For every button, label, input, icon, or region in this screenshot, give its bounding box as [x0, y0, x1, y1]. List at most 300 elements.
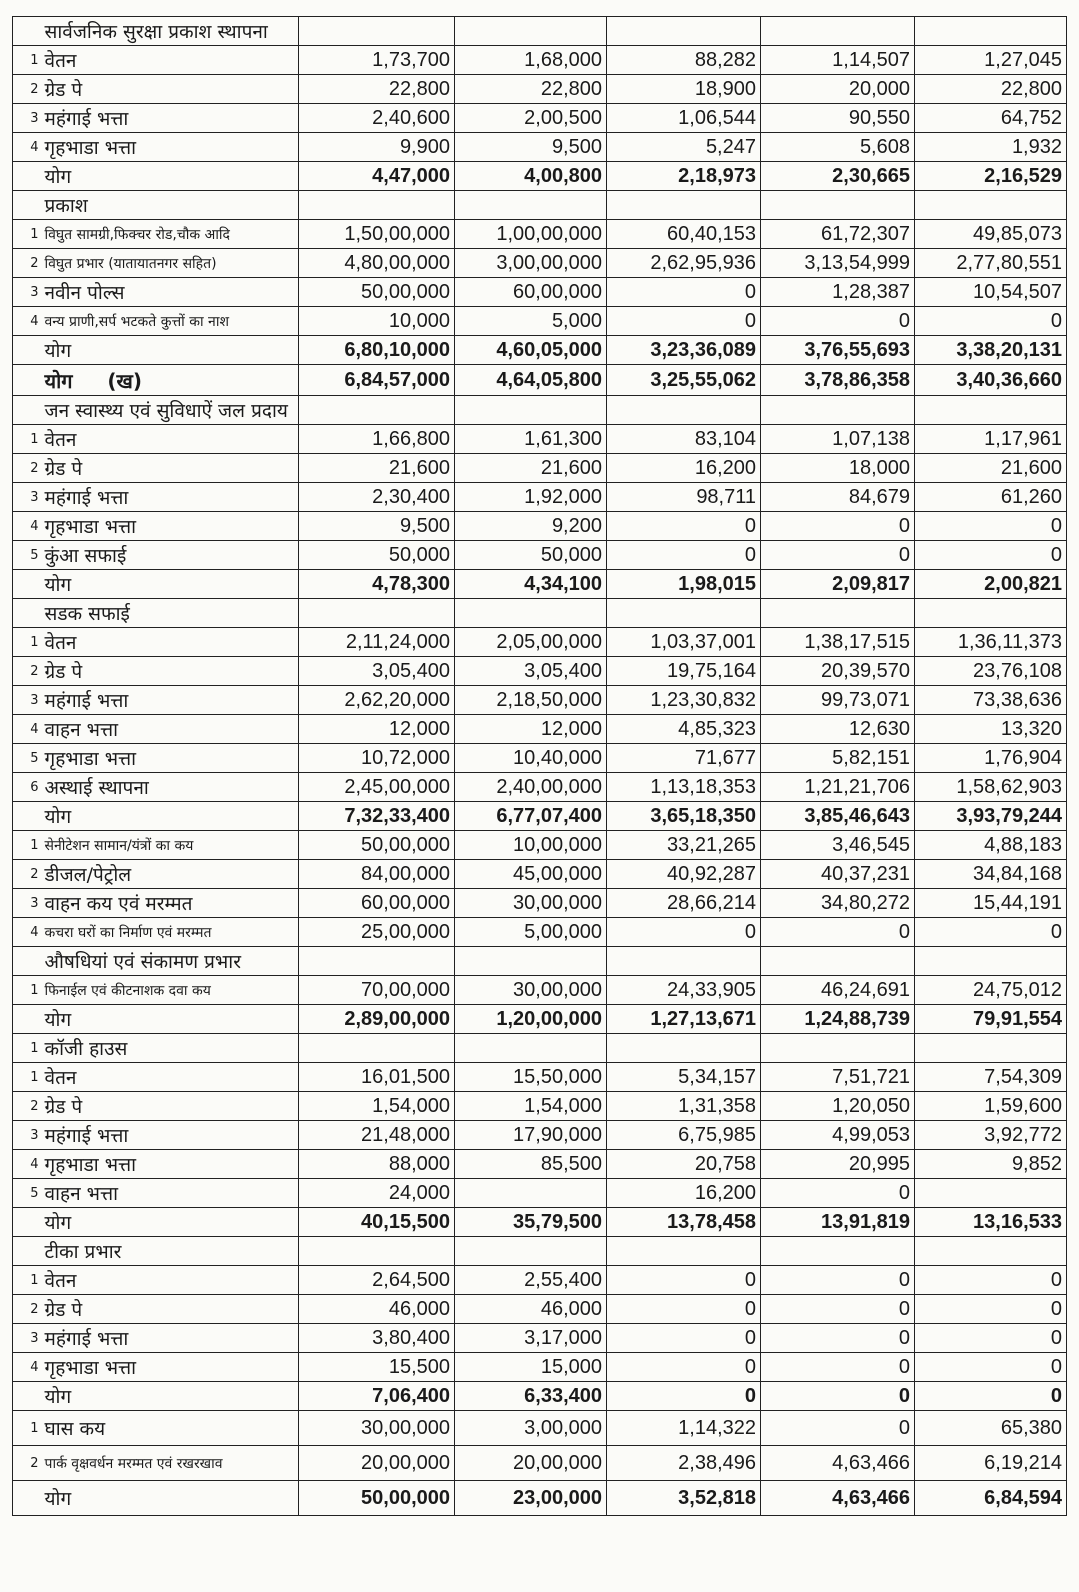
table-row: [13, 1121, 1067, 1150]
amount-cell: 16,01,500: [299, 1063, 455, 1092]
amount-cell: 1,59,600: [915, 1092, 1067, 1121]
amount-cell: [299, 947, 455, 976]
table-row: [13, 889, 1067, 918]
row-number: 5: [13, 1179, 41, 1208]
section-header-row: [13, 947, 1067, 976]
amount-cell: 2,64,500: [299, 1266, 455, 1295]
amount-cell: 1,14,322: [607, 1411, 761, 1446]
table-row: [13, 1063, 1067, 1092]
amount-cell: 6,84,57,000: [299, 365, 455, 396]
table-row: [13, 918, 1067, 947]
row-number: 1: [13, 1034, 41, 1063]
section-header-row: [13, 1034, 1067, 1063]
amount-cell: 1,36,11,373: [915, 628, 1067, 657]
amount-cell: 0: [607, 307, 761, 336]
amount-cell: 3,52,818: [607, 1481, 761, 1516]
row-label: डीजल/पेट्रोल: [41, 860, 299, 889]
row-number: 3: [13, 483, 41, 512]
amount-cell: 30,00,000: [455, 976, 607, 1005]
table-row: [13, 454, 1067, 483]
amount-cell: 98,711: [607, 483, 761, 512]
table-row: [13, 1295, 1067, 1324]
row-label: योग: [41, 802, 299, 831]
amount-cell: [761, 1237, 915, 1266]
amount-cell: 9,900: [299, 133, 455, 162]
table-row: [13, 1446, 1067, 1481]
amount-cell: 1,13,18,353: [607, 773, 761, 802]
amount-cell: 4,00,800: [455, 162, 607, 191]
section-title: सार्वजनिक सुरक्षा प्रकाश स्थापना: [41, 17, 299, 46]
amount-cell: [607, 1034, 761, 1063]
row-number: 3: [13, 1324, 41, 1353]
amount-cell: 12,630: [761, 715, 915, 744]
amount-cell: 6,77,07,400: [455, 802, 607, 831]
row-number: [13, 1481, 41, 1516]
row-number: 5: [13, 744, 41, 773]
row-label: गृहभाडा भत्ता: [41, 1353, 299, 1382]
row-number: 4: [13, 307, 41, 336]
amount-cell: 35,79,500: [455, 1208, 607, 1237]
amount-cell: 3,00,00,000: [455, 249, 607, 278]
amount-cell: [607, 396, 761, 425]
amount-cell: 20,758: [607, 1150, 761, 1179]
amount-cell: 3,23,36,089: [607, 336, 761, 365]
amount-cell: 13,91,819: [761, 1208, 915, 1237]
amount-cell: 3,00,000: [455, 1411, 607, 1446]
amount-cell: 1,54,000: [299, 1092, 455, 1121]
total-row: [13, 365, 1067, 396]
amount-cell: 15,44,191: [915, 889, 1067, 918]
amount-cell: 20,00,000: [299, 1446, 455, 1481]
amount-cell: 1,932: [915, 133, 1067, 162]
row-number: [13, 396, 41, 425]
row-label: योग: [41, 1208, 299, 1237]
amount-cell: 6,80,10,000: [299, 336, 455, 365]
row-label: वेतन: [41, 425, 299, 454]
amount-cell: 23,00,000: [455, 1481, 607, 1516]
row-number: [13, 570, 41, 599]
row-label: वेतन: [41, 1266, 299, 1295]
amount-cell: 73,38,636: [915, 686, 1067, 715]
row-number: [13, 365, 41, 396]
row-label: फिनाईल एवं कीटनाशक दवा कय: [41, 976, 299, 1005]
amount-cell: 0: [915, 512, 1067, 541]
amount-cell: 50,00,000: [299, 831, 455, 860]
amount-cell: 60,00,000: [299, 889, 455, 918]
amount-cell: 4,80,00,000: [299, 249, 455, 278]
table-row: [13, 744, 1067, 773]
total-row: [13, 162, 1067, 191]
amount-cell: 70,00,000: [299, 976, 455, 1005]
row-label: अस्थाई स्थापना: [41, 773, 299, 802]
amount-cell: 1,92,000: [455, 483, 607, 512]
row-label: योग: [41, 336, 299, 365]
row-label: वेतन: [41, 46, 299, 75]
table-row: [13, 976, 1067, 1005]
row-number: [13, 1382, 41, 1411]
row-label: ग्रेड पे: [41, 1092, 299, 1121]
amount-cell: 61,260: [915, 483, 1067, 512]
amount-cell: 5,34,157: [607, 1063, 761, 1092]
amount-cell: 2,62,20,000: [299, 686, 455, 715]
amount-cell: 25,00,000: [299, 918, 455, 947]
total-row: [13, 336, 1067, 365]
row-number: 3: [13, 686, 41, 715]
row-number: 2: [13, 860, 41, 889]
budget-table-body: [13, 17, 1067, 1516]
row-label: गृहभाडा भत्ता: [41, 1150, 299, 1179]
amount-cell: 1,03,37,001: [607, 628, 761, 657]
amount-cell: 1,54,000: [455, 1092, 607, 1121]
amount-cell: [299, 17, 455, 46]
amount-cell: 3,17,000: [455, 1324, 607, 1353]
table-row: [13, 46, 1067, 75]
amount-cell: 18,900: [607, 75, 761, 104]
table-row: [13, 628, 1067, 657]
section-header-row: [13, 17, 1067, 46]
amount-cell: 0: [761, 1353, 915, 1382]
amount-cell: 4,47,000: [299, 162, 455, 191]
table-row: [13, 657, 1067, 686]
amount-cell: 49,85,073: [915, 220, 1067, 249]
amount-cell: 0: [761, 1324, 915, 1353]
amount-cell: 1,28,387: [761, 278, 915, 307]
amount-cell: 3,05,400: [455, 657, 607, 686]
amount-cell: 28,66,214: [607, 889, 761, 918]
amount-cell: 0: [607, 1353, 761, 1382]
amount-cell: 5,82,151: [761, 744, 915, 773]
amount-cell: [915, 1179, 1067, 1208]
row-number: 1: [13, 1266, 41, 1295]
amount-cell: 4,78,300: [299, 570, 455, 599]
amount-cell: [607, 1237, 761, 1266]
amount-cell: 60,40,153: [607, 220, 761, 249]
total-row: [13, 570, 1067, 599]
row-number: 1: [13, 628, 41, 657]
amount-cell: [299, 1034, 455, 1063]
amount-cell: 0: [607, 1266, 761, 1295]
table-row: [13, 307, 1067, 336]
amount-cell: [455, 1179, 607, 1208]
section-title: टीका प्रभार: [41, 1237, 299, 1266]
row-label: कचरा घरों का निर्माण एवं मरम्मत: [41, 918, 299, 947]
row-label: ग्रेड पे: [41, 1295, 299, 1324]
row-number: [13, 191, 41, 220]
amount-cell: 2,40,600: [299, 104, 455, 133]
row-label: नवीन पोल्स: [41, 278, 299, 307]
amount-cell: 17,90,000: [455, 1121, 607, 1150]
table-row: [13, 1324, 1067, 1353]
amount-cell: 0: [607, 512, 761, 541]
amount-cell: 79,91,554: [915, 1005, 1067, 1034]
row-label: कुंआ सफाई: [41, 541, 299, 570]
amount-cell: 20,00,000: [455, 1446, 607, 1481]
row-number: 1: [13, 220, 41, 249]
amount-cell: 2,30,665: [761, 162, 915, 191]
amount-cell: [915, 1034, 1067, 1063]
amount-cell: 0: [761, 1411, 915, 1446]
amount-cell: 3,76,55,693: [761, 336, 915, 365]
amount-cell: 0: [761, 918, 915, 947]
amount-cell: 34,84,168: [915, 860, 1067, 889]
amount-cell: 22,800: [299, 75, 455, 104]
amount-cell: 15,500: [299, 1353, 455, 1382]
amount-cell: 3,93,79,244: [915, 802, 1067, 831]
amount-cell: 20,995: [761, 1150, 915, 1179]
amount-cell: 5,00,000: [455, 918, 607, 947]
amount-cell: 2,38,496: [607, 1446, 761, 1481]
row-number: 6: [13, 773, 41, 802]
amount-cell: 4,99,053: [761, 1121, 915, 1150]
amount-cell: 45,00,000: [455, 860, 607, 889]
row-number: 4: [13, 1150, 41, 1179]
amount-cell: [915, 191, 1067, 220]
amount-cell: 5,608: [761, 133, 915, 162]
amount-cell: 1,76,904: [915, 744, 1067, 773]
amount-cell: 6,75,985: [607, 1121, 761, 1150]
row-number: [13, 1208, 41, 1237]
amount-cell: 64,752: [915, 104, 1067, 133]
amount-cell: 3,25,55,062: [607, 365, 761, 396]
table-row: [13, 1179, 1067, 1208]
section-title: जन स्वास्थ्य एवं सुविधाऐं जल प्रदाय: [41, 396, 299, 425]
amount-cell: 0: [761, 541, 915, 570]
amount-cell: [455, 947, 607, 976]
amount-cell: [607, 947, 761, 976]
amount-cell: 0: [607, 1382, 761, 1411]
amount-cell: 4,85,323: [607, 715, 761, 744]
amount-cell: 10,00,000: [455, 831, 607, 860]
amount-cell: 0: [607, 1324, 761, 1353]
amount-cell: 12,000: [455, 715, 607, 744]
row-label: वन्य प्राणी,सर्प भटकते कुत्तों का नाश: [41, 307, 299, 336]
row-label: योग: [41, 162, 299, 191]
amount-cell: 3,46,545: [761, 831, 915, 860]
amount-cell: 1,24,88,739: [761, 1005, 915, 1034]
amount-cell: 1,50,00,000: [299, 220, 455, 249]
amount-cell: 6,19,214: [915, 1446, 1067, 1481]
amount-cell: 0: [915, 541, 1067, 570]
amount-cell: 1,27,13,671: [607, 1005, 761, 1034]
amount-cell: 1,20,050: [761, 1092, 915, 1121]
amount-cell: 3,38,20,131: [915, 336, 1067, 365]
amount-cell: 7,54,309: [915, 1063, 1067, 1092]
total-row: [13, 1382, 1067, 1411]
row-label: योग: [41, 1481, 299, 1516]
row-number: 1: [13, 976, 41, 1005]
table-row: [13, 1092, 1067, 1121]
amount-cell: 1,68,000: [455, 46, 607, 75]
amount-cell: [761, 1034, 915, 1063]
amount-cell: 99,73,071: [761, 686, 915, 715]
total-row: [13, 1005, 1067, 1034]
amount-cell: 0: [761, 1382, 915, 1411]
amount-cell: 5,000: [455, 307, 607, 336]
amount-cell: 0: [915, 1324, 1067, 1353]
amount-cell: 0: [761, 1295, 915, 1324]
amount-cell: 2,18,50,000: [455, 686, 607, 715]
amount-cell: 4,63,466: [761, 1446, 915, 1481]
amount-cell: 4,88,183: [915, 831, 1067, 860]
amount-cell: [915, 396, 1067, 425]
amount-cell: 9,500: [455, 133, 607, 162]
row-label: गृहभाडा भत्ता: [41, 512, 299, 541]
amount-cell: 85,500: [455, 1150, 607, 1179]
amount-cell: 22,800: [915, 75, 1067, 104]
amount-cell: 7,51,721: [761, 1063, 915, 1092]
table-row: [13, 1266, 1067, 1295]
amount-cell: 2,89,00,000: [299, 1005, 455, 1034]
amount-cell: 1,73,700: [299, 46, 455, 75]
amount-cell: 50,000: [455, 541, 607, 570]
amount-cell: [455, 1237, 607, 1266]
row-number: 4: [13, 133, 41, 162]
amount-cell: [915, 17, 1067, 46]
section-title: औषधियां एवं संकामण प्रभार: [41, 947, 299, 976]
row-label: महंगाई भत्ता: [41, 1324, 299, 1353]
amount-cell: 4,63,466: [761, 1481, 915, 1516]
amount-cell: 2,18,973: [607, 162, 761, 191]
table-row: [13, 483, 1067, 512]
row-label: ग्रेड पे: [41, 657, 299, 686]
amount-cell: 0: [915, 1353, 1067, 1382]
section-title: प्रकाश: [41, 191, 299, 220]
row-label: वाहन भत्ता: [41, 1179, 299, 1208]
amount-cell: 40,15,500: [299, 1208, 455, 1237]
table-row: [13, 541, 1067, 570]
amount-cell: 0: [761, 512, 915, 541]
amount-cell: 50,000: [299, 541, 455, 570]
row-number: [13, 802, 41, 831]
amount-cell: 3,85,46,643: [761, 802, 915, 831]
amount-cell: 2,77,80,551: [915, 249, 1067, 278]
amount-cell: 0: [915, 1295, 1067, 1324]
amount-cell: 1,38,17,515: [761, 628, 915, 657]
row-label: महंगाई भत्ता: [41, 104, 299, 133]
amount-cell: 2,62,95,936: [607, 249, 761, 278]
amount-cell: [761, 947, 915, 976]
section-header-row: [13, 599, 1067, 628]
row-label: योग: [41, 570, 299, 599]
amount-cell: [607, 599, 761, 628]
amount-cell: 1,31,358: [607, 1092, 761, 1121]
amount-cell: 40,92,287: [607, 860, 761, 889]
amount-cell: 3,40,36,660: [915, 365, 1067, 396]
row-number: 2: [13, 1295, 41, 1324]
row-label: ग्रेड पे: [41, 75, 299, 104]
amount-cell: 13,320: [915, 715, 1067, 744]
amount-cell: 24,000: [299, 1179, 455, 1208]
amount-cell: 20,39,570: [761, 657, 915, 686]
amount-cell: 2,05,00,000: [455, 628, 607, 657]
row-number: [13, 162, 41, 191]
table-row: [13, 1411, 1067, 1446]
amount-cell: [299, 1237, 455, 1266]
amount-cell: [455, 1034, 607, 1063]
amount-cell: [299, 396, 455, 425]
total-row: [13, 1481, 1067, 1516]
amount-cell: 1,21,21,706: [761, 773, 915, 802]
total-row: [13, 802, 1067, 831]
row-number: 2: [13, 454, 41, 483]
amount-cell: 1,14,507: [761, 46, 915, 75]
amount-cell: 4,64,05,800: [455, 365, 607, 396]
amount-cell: 50,00,000: [299, 278, 455, 307]
amount-cell: 21,600: [455, 454, 607, 483]
amount-cell: 0: [607, 278, 761, 307]
amount-cell: [455, 396, 607, 425]
section-title: सडक सफाई: [41, 599, 299, 628]
amount-cell: 84,00,000: [299, 860, 455, 889]
table-row: [13, 1353, 1067, 1382]
row-label: महंगाई भत्ता: [41, 483, 299, 512]
amount-cell: [455, 599, 607, 628]
amount-cell: 30,00,000: [455, 889, 607, 918]
amount-cell: 34,80,272: [761, 889, 915, 918]
row-number: 1: [13, 425, 41, 454]
amount-cell: 7,32,33,400: [299, 802, 455, 831]
amount-cell: 0: [607, 541, 761, 570]
amount-cell: 1,23,30,832: [607, 686, 761, 715]
table-row: [13, 75, 1067, 104]
amount-cell: 2,00,821: [915, 570, 1067, 599]
amount-cell: 88,000: [299, 1150, 455, 1179]
table-row: [13, 512, 1067, 541]
row-number: 4: [13, 512, 41, 541]
amount-cell: 1,98,015: [607, 570, 761, 599]
amount-cell: 3,80,400: [299, 1324, 455, 1353]
amount-cell: 1,61,300: [455, 425, 607, 454]
row-number: 3: [13, 278, 41, 307]
amount-cell: 5,247: [607, 133, 761, 162]
amount-cell: 88,282: [607, 46, 761, 75]
amount-cell: [455, 17, 607, 46]
amount-cell: 4,60,05,000: [455, 336, 607, 365]
section-title: कॉजी हाउस: [41, 1034, 299, 1063]
amount-cell: 12,000: [299, 715, 455, 744]
row-number: 3: [13, 104, 41, 133]
table-row: [13, 249, 1067, 278]
amount-cell: 30,00,000: [299, 1411, 455, 1446]
amount-cell: 2,45,00,000: [299, 773, 455, 802]
amount-cell: 1,20,00,000: [455, 1005, 607, 1034]
row-number: 5: [13, 541, 41, 570]
row-number: 3: [13, 889, 41, 918]
amount-cell: 9,852: [915, 1150, 1067, 1179]
amount-cell: [761, 17, 915, 46]
amount-cell: 7,06,400: [299, 1382, 455, 1411]
amount-cell: 10,72,000: [299, 744, 455, 773]
amount-cell: 6,84,594: [915, 1481, 1067, 1516]
row-label: योग (ख): [41, 365, 299, 396]
amount-cell: 1,06,544: [607, 104, 761, 133]
amount-cell: 0: [761, 1179, 915, 1208]
amount-cell: 9,500: [299, 512, 455, 541]
section-header-row: [13, 191, 1067, 220]
table-row: [13, 133, 1067, 162]
amount-cell: [915, 1237, 1067, 1266]
amount-cell: 0: [915, 1266, 1067, 1295]
amount-cell: 1,58,62,903: [915, 773, 1067, 802]
amount-cell: 2,16,529: [915, 162, 1067, 191]
row-number: 2: [13, 1092, 41, 1121]
amount-cell: 83,104: [607, 425, 761, 454]
row-label: सेनीटेशन सामान/यंत्रों का कय: [41, 831, 299, 860]
table-row: [13, 1150, 1067, 1179]
amount-cell: 10,000: [299, 307, 455, 336]
amount-cell: 0: [761, 1266, 915, 1295]
amount-cell: 21,600: [299, 454, 455, 483]
